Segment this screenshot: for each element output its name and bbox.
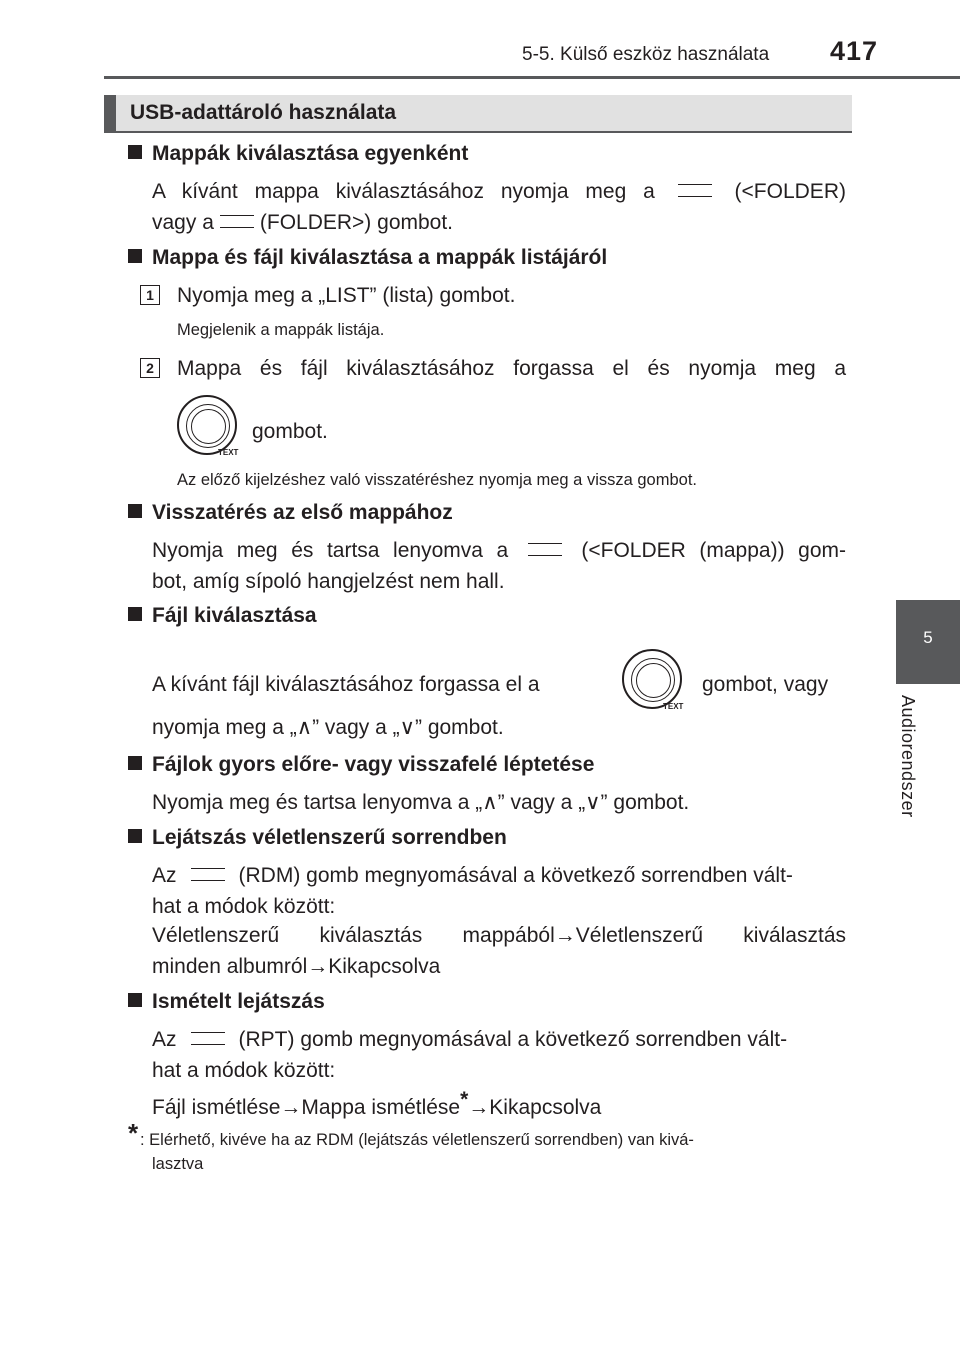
paragraph-line: A kívánt fájl kiválasztásához forgassa el a	[152, 673, 540, 696]
subheading-text: Mappák kiválasztása egyenként	[152, 142, 469, 165]
chapter-title	[897, 695, 921, 830]
step-2-note: Az előző kijelzéshez való visszatéréshez nyomja meg a vissza gombot.	[177, 471, 697, 489]
button-icon	[220, 215, 254, 228]
text-run: (<FOLDER)	[734, 180, 846, 203]
subheading-folder-select	[128, 138, 468, 169]
paragraph-line	[152, 535, 846, 566]
step-2-tail: gombot.	[252, 420, 328, 443]
subheading-text: Fájlok gyors előre- vagy visszafelé léptetése	[152, 753, 595, 776]
text-run: (RPT) gomb megnyomásával a következő sorrendben vált-	[238, 1028, 788, 1051]
paragraph-line	[152, 176, 846, 207]
footnote-line-1: : Elérhető, kivéve ha az RDM (lejátszás véletlenszerű sorrendben) van kivá-	[140, 1131, 694, 1149]
square-bullet-icon	[128, 607, 142, 621]
subheading-random-play	[128, 822, 507, 853]
step-2-text: Mappa és fájl kiválasztásához forgassa el és nyomja meg a	[177, 357, 846, 380]
paragraph-line: nyomja meg a „∧” vagy a „∨” gombot.	[152, 716, 504, 739]
paragraph-line: hat a módok között:	[152, 895, 336, 918]
text-run: Fájl ismétlése→Mappa ismétlése	[152, 1096, 461, 1119]
text-run: Az	[152, 864, 177, 887]
paragraph-line: minden albumról→Kikapcsolva	[152, 955, 441, 978]
text-run: (RDM) gomb megnyomásával a következő sorrendben vált-	[238, 864, 793, 887]
paragraph-line	[152, 1084, 601, 1123]
button-icon	[191, 1032, 225, 1045]
square-bullet-icon	[128, 504, 142, 518]
chapter-title-text: Audiorendszer	[898, 695, 918, 818]
square-bullet-icon	[128, 756, 142, 770]
step-1-text: Nyomja meg a „LIST” (lista) gombot.	[177, 284, 516, 307]
chapter-number: 5	[923, 628, 933, 647]
knob-text-label: TEXT	[218, 448, 239, 457]
subheading-text: Lejátszás véletlenszerű sorrendben	[152, 826, 507, 849]
paragraph-line: Véletlenszerű kiválasztás mappából→Véletlenszerű kiválasztás	[152, 924, 846, 947]
button-icon	[528, 543, 562, 556]
subheading-fast-skip	[128, 749, 594, 780]
text-run: Az	[152, 1028, 177, 1051]
text-run: (<FOLDER (mappa)) gom-	[581, 539, 847, 562]
square-bullet-icon	[128, 829, 142, 843]
text-run: (FOLDER>) gombot.	[259, 211, 454, 234]
tune-knob-icon	[622, 649, 682, 709]
paragraph-line: bot, amíg sípoló hangjelzést nem hall.	[152, 570, 505, 593]
button-icon	[191, 868, 225, 881]
header-rule	[104, 76, 960, 79]
section-title-underline	[104, 131, 852, 133]
step-number-2: 2	[140, 358, 160, 378]
square-bullet-icon	[128, 145, 142, 159]
text-run: Nyomja meg és tartsa lenyomva a	[152, 539, 509, 562]
footnote-marker: *	[460, 1088, 469, 1111]
section-title: USB-adattároló használata	[130, 101, 397, 124]
footnote-line-2: lasztva	[152, 1155, 204, 1173]
subheading-file-select	[128, 600, 317, 631]
button-icon	[678, 184, 712, 197]
paragraph-line: hat a módok között:	[152, 1059, 336, 1082]
subheading-text: Visszatérés az első mappához	[152, 501, 453, 524]
paragraph-line: gombot, vagy	[702, 673, 829, 696]
paragraph-line: Nyomja meg és tartsa lenyomva a „∧” vagy a „∨” gombot.	[152, 791, 690, 814]
text-run: A kívánt mappa kiválasztásához nyomja meg a	[152, 180, 655, 203]
knob-text-label: TEXT	[663, 702, 684, 711]
page-number: 417	[830, 36, 879, 66]
section-title-bar	[104, 95, 852, 131]
square-bullet-icon	[128, 249, 142, 263]
paragraph-line	[152, 860, 793, 891]
section-title-accent	[104, 95, 116, 131]
tune-knob-icon	[177, 395, 237, 455]
running-header-section: 5-5. Külső eszköz használata	[522, 44, 770, 65]
subheading-text: Mappa és fájl kiválasztása a mappák listájáról	[152, 246, 608, 269]
subheading-repeat-play	[128, 986, 325, 1017]
step-number-1: 1	[140, 285, 160, 305]
paragraph-line	[152, 1024, 787, 1055]
subheading-first-folder	[128, 497, 453, 528]
subheading-folder-list	[128, 242, 607, 273]
paragraph-line	[152, 207, 453, 238]
subheading-text: Fájl kiválasztása	[152, 604, 317, 627]
step-1-note: Megjelenik a mappák listája.	[177, 321, 385, 339]
text-run: vagy a	[152, 211, 214, 234]
footnote-star: *	[128, 1118, 139, 1148]
square-bullet-icon	[128, 993, 142, 1007]
subheading-text: Ismételt lejátszás	[152, 990, 325, 1013]
text-run: →Kikapcsolva	[468, 1096, 602, 1119]
